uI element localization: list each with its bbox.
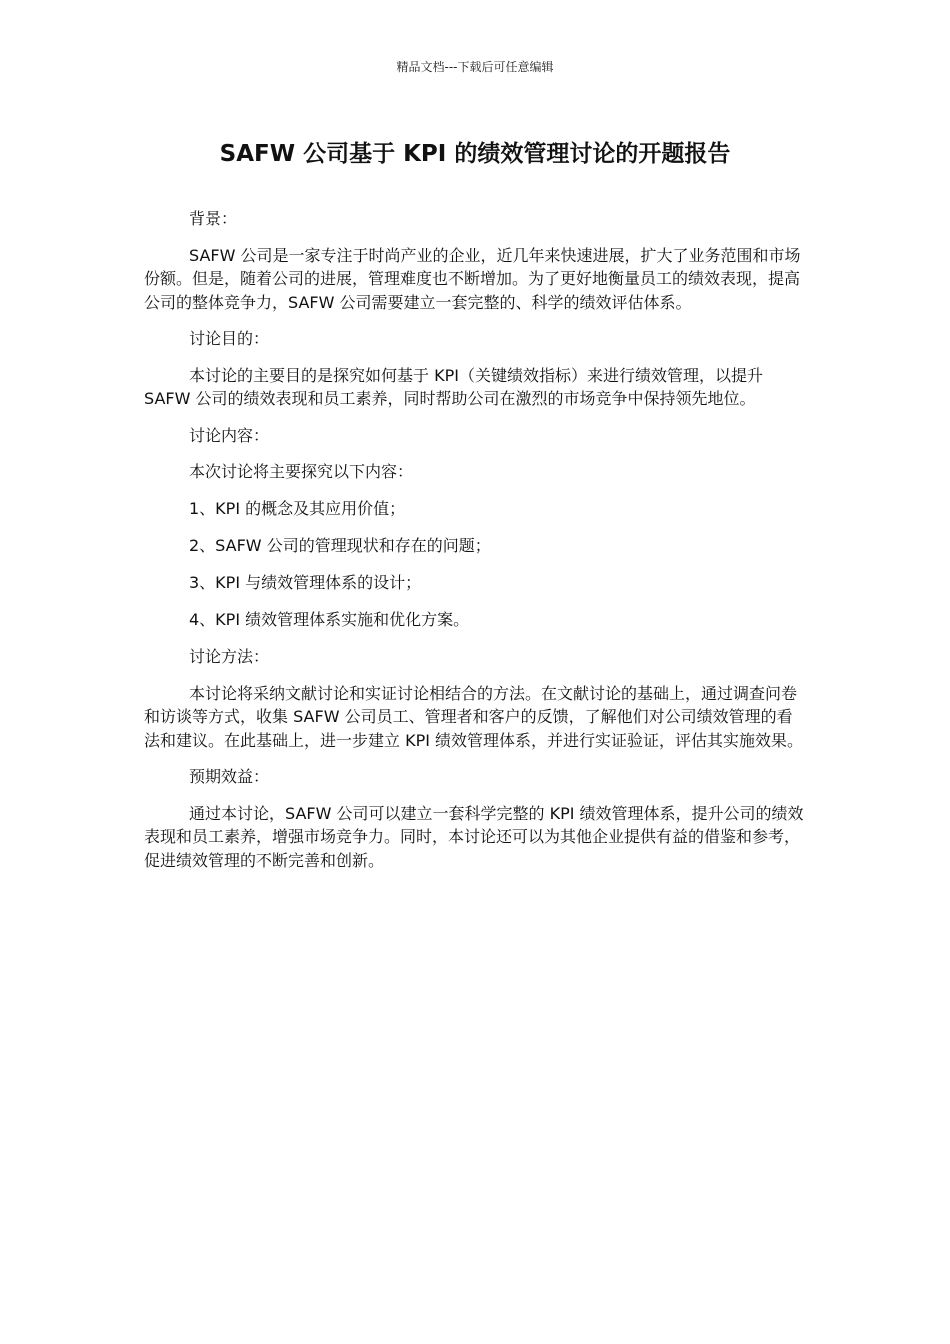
header-note: 精品文档---下载后可任意编辑 (396, 60, 554, 74)
document-body (144, 207, 808, 885)
content-item-2: 2、SAFW 公司的管理现状和存在的问题； (189, 536, 491, 555)
background-paragraph: SAFW 公司是一家专注于时尚产业的企业，近几年来快速进展，扩大了业务范围和市场份额。但是，随着公司的进展，管理难度也不断增加。为了更好地衡量员工的绩效表现，提高公司的整体竞争力，SAFW 公司需要建立一套完整的、科学的绩效评估体系。 (144, 245, 801, 312)
content-intro: 本次讨论将主要探究以下内容： (189, 462, 414, 481)
method-paragraph: 本讨论将采纳文献讨论和实证讨论相结合的方法。在文献讨论的基础上，通过调查问卷和访谈等方式，收集 SAFW 公司员工、管理者和客户的反馈，了解他们对公司绩效管理的看法和建议。在此基础上，进一步建立 KPI 绩效管理体系，并进行实证验证，评估其实施效果。 (144, 683, 804, 750)
background-heading: 背景： (189, 209, 238, 228)
purpose-paragraph: 本讨论的主要目的是探究如何基于 KPI（关键绩效指标）来进行绩效管理，以提升 SAFW 公司的绩效表现和员工素养，同时帮助公司在激烈的市场竞争中保持领先地位。 (144, 365, 763, 408)
method-heading: 讨论方法： (189, 647, 270, 666)
benefit-paragraph: 通过本讨论，SAFW 公司可以建立一套科学完整的 KPI 绩效管理体系，提升公司的绩效表现和员工素养，增强市场竞争力。同时，本讨论还可以为其他企业提供有益的借鉴和参考，促进绩效管理的不断完善和创新。 (144, 803, 804, 870)
benefit-heading: 预期效益： (189, 767, 270, 786)
purpose-heading: 讨论目的： (189, 329, 270, 348)
content-item-1: 1、KPI 的概念及其应用价值； (189, 499, 406, 518)
document-title: SAFW 公司基于 KPI 的绩效管理讨论的开题报告 (219, 141, 731, 167)
content-heading: 讨论内容： (189, 425, 270, 445)
content-item-3: 3、KPI 与绩效管理体系的设计； (189, 573, 422, 592)
content-item-4: 4、KPI 绩效管理体系实施和优化方案。 (189, 610, 470, 629)
